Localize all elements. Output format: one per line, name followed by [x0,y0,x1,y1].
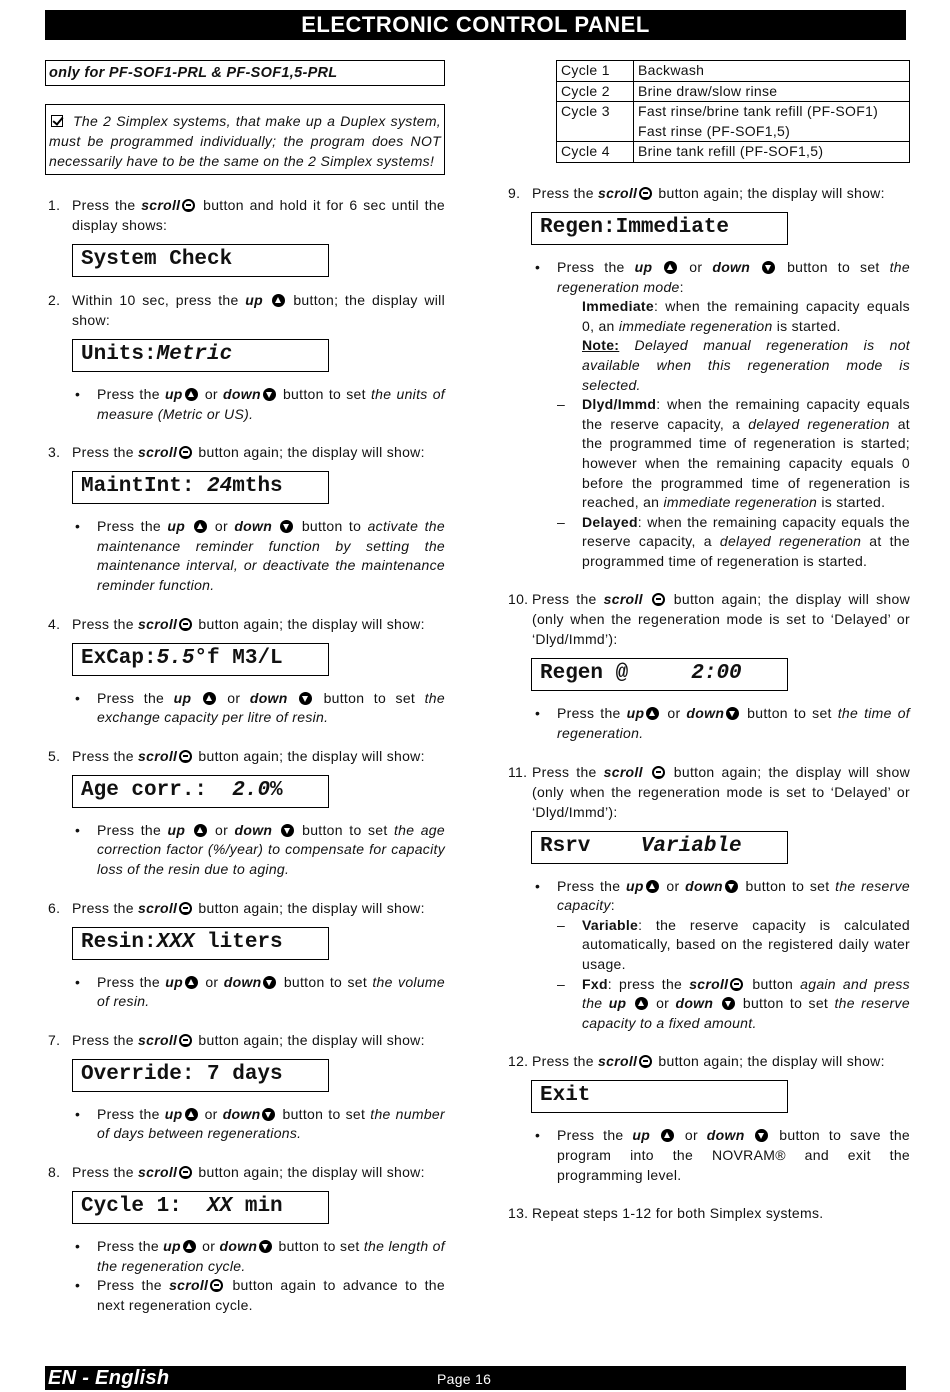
option-note: Note: Delayed manual regeneration is not available when this regeneration mode is selected. [582,337,910,393]
display-regen-time: Regen @ 2:00 [531,658,788,691]
checkbox-icon [51,115,63,127]
option-immediate: Immediate: when the remaining capacity equals 0, an immediate regeneration is started. [582,298,910,334]
step-10-bullet: • Press the up or down button to set the time of regeneration. [505,704,910,743]
display-units: Units:Metric [72,339,329,372]
down-button-icon [755,1129,768,1142]
up-button-icon [185,388,198,401]
down-button-icon [262,1108,275,1121]
up-button-icon [203,692,216,705]
up-button-icon [185,1108,198,1121]
down-button-icon [259,1240,272,1253]
down-button-icon [762,261,775,274]
scroll-button-icon [652,766,665,779]
scroll-button-icon [179,750,192,763]
step-8: 8. Press the scroll button again; the display will show: [48,1163,425,1180]
page-title: ELECTRONIC CONTROL PANEL [45,10,906,40]
up-button-icon [272,294,285,307]
step-9: 9. Press the scroll button again; the display will show: [508,184,885,201]
down-button-icon [263,976,276,989]
step-4: 4. Press the scroll button again; the display will show: [48,615,425,632]
note-text: The 2 Simplex systems, that make up a Duplex system, must be programmed individually; the program does NOT necessarily have to be the same on the 2 Simplex systems! [49,113,441,169]
table-row: Cycle 3 Fast rinse/brine tank refill (PF-SOF1) Fast rinse (PF-SOF1,5) [557,102,910,142]
scroll-button-icon [639,187,652,200]
step-6-bullet: • Press the up or down button to set the volume of resin. [45,973,445,1012]
note-box [45,104,445,175]
scroll-button-icon [179,1166,192,1179]
step-13: 13. Repeat steps 1-12 for both Simplex systems. [508,1205,824,1222]
table-row: Cycle 2 Brine draw/slow rinse [557,81,910,102]
up-button-icon [194,824,207,837]
step-11: 11. Press the scroll button again; the display will show (only when the regeneration mode is set to ‘Delayed’ or ‘Dlyd/Immd’): [508,763,910,820]
step-7-bullet: • Press the up or down button to set the number of days between regenerations. [45,1105,445,1144]
display-cycle: Cycle 1: XX min [72,1191,329,1224]
up-button-icon [185,976,198,989]
scroll-button-icon [652,593,665,606]
scroll-button-icon [182,199,195,212]
scroll-button-icon [179,902,192,915]
step-1: 1. Press the scroll button and hold it for 6 sec until the display shows: [48,197,445,233]
display-resin: Resin:XXX liters [72,927,329,960]
up-button-icon [194,520,207,533]
step-8-bullet: • Press the up or down button to set the length of the regeneration cycle. [45,1237,445,1276]
step-12: 12. Press the scroll button again; the display will show: [508,1053,885,1070]
up-button-icon [646,707,659,720]
down-button-icon [299,692,312,705]
scroll-button-icon [639,1055,652,1068]
language-label: EN - English [48,1367,170,1389]
table-row: Cycle 1 Backwash [557,61,910,82]
step-10: 10. Press the scroll button again; the display will show (only when the regeneration mode is set to ‘Delayed’ or ‘Dlyd/Immd’): [508,591,910,648]
step-2-bullet: • Press the up or down button to set the units of measure (Metric or US). [45,385,445,424]
scroll-button-icon [210,1279,223,1292]
display-system-check: System Check [72,244,329,277]
option-fixed: – Fxd: press the scroll button again and press the up or down button to set the reserve capacity to a fixed amount. [557,975,910,1034]
step-5-bullet: • Press the up or down button to set the age correction factor (%/year) to compensate for capacity loss of the resin due to aging. [45,821,445,880]
down-button-icon [281,824,294,837]
step-7: 7. Press the scroll button again; the display will show: [48,1031,425,1048]
step-2: 2. Within 10 sec, press the up button; the display will show: [48,292,445,328]
up-button-icon [646,880,659,893]
footer [45,1366,906,1390]
display-override: Override: 7 days [72,1059,329,1092]
cycles-table [556,60,910,163]
down-button-icon [722,997,735,1010]
option-delayed: – Delayed: when the remaining capacity equals the reserve capacity, a delayed regeneration at the programmed time of regeneration is started. [557,513,910,572]
down-button-icon [725,880,738,893]
step-11-bullet: • Press the up or down button to set the reserve capacity: [505,877,910,916]
up-button-icon [664,261,677,274]
up-button-icon [661,1129,674,1142]
step-12-bullet: • Press the up or down button to save the program into the NOVRAM® and exit the programming level. [505,1126,910,1185]
scroll-button-icon [179,1034,192,1047]
option-dlyd-immd: – Dlyd/Immd: when the remaining capacity equals the reserve capacity, a delayed regeneration at the programmed time of regeneration is started; however when the remaining capacity equals 0 before the programmed time of regeneration is reached, an immediate regeneration is started. [557,395,910,513]
display-maint-int: MaintInt: 24mths [72,471,329,504]
table-row: Cycle 4 Brine tank refill (PF-SOF1,5) [557,142,910,163]
step-8-bullet-2: • Press the scroll button again to advance to the next regeneration cycle. [45,1276,445,1315]
step-9-bullet: • Press the up or down button to set the regeneration mode: [505,258,910,297]
down-button-icon [263,388,276,401]
regen-mode-options [505,297,910,571]
scroll-button-icon [179,618,192,631]
step-5: 5. Press the scroll button again; the display will show: [48,747,425,764]
display-regen-mode: Regen:Immediate [531,212,788,245]
display-reserve: Rsrv Variable [531,831,788,864]
page-number: Page 16 [437,1371,492,1387]
model-scope-box: only for PF-SOF1-PRL & PF-SOF1,5-PRL [45,60,445,86]
up-button-icon [635,997,648,1010]
display-excap: ExCap:5.5°f M3/L [72,643,329,676]
down-button-icon [726,707,739,720]
step-3: 3. Press the scroll button again; the display will show: [48,444,425,461]
down-button-icon [280,520,293,533]
up-button-icon [183,1240,196,1253]
step-6: 6. Press the scroll button again; the display will show: [48,899,425,916]
reserve-options [505,916,910,1034]
scroll-button-icon [179,446,192,459]
left-column [45,60,445,1315]
scroll-button-icon [730,978,743,991]
display-exit: Exit [531,1080,788,1113]
step-4-bullet: • Press the up or down button to set the exchange capacity per litre of resin. [45,689,445,728]
option-variable: – Variable: the reserve capacity is calculated automatically, based on the registered daily water usage. [557,916,910,975]
step-3-bullet: • Press the up or down button to activate the maintenance reminder function by setting the maintenance interval, or deactivate the maintenance reminder function. [45,517,445,595]
right-column [505,60,910,1223]
display-age-corr: Age corr.: 2.0% [72,775,329,808]
